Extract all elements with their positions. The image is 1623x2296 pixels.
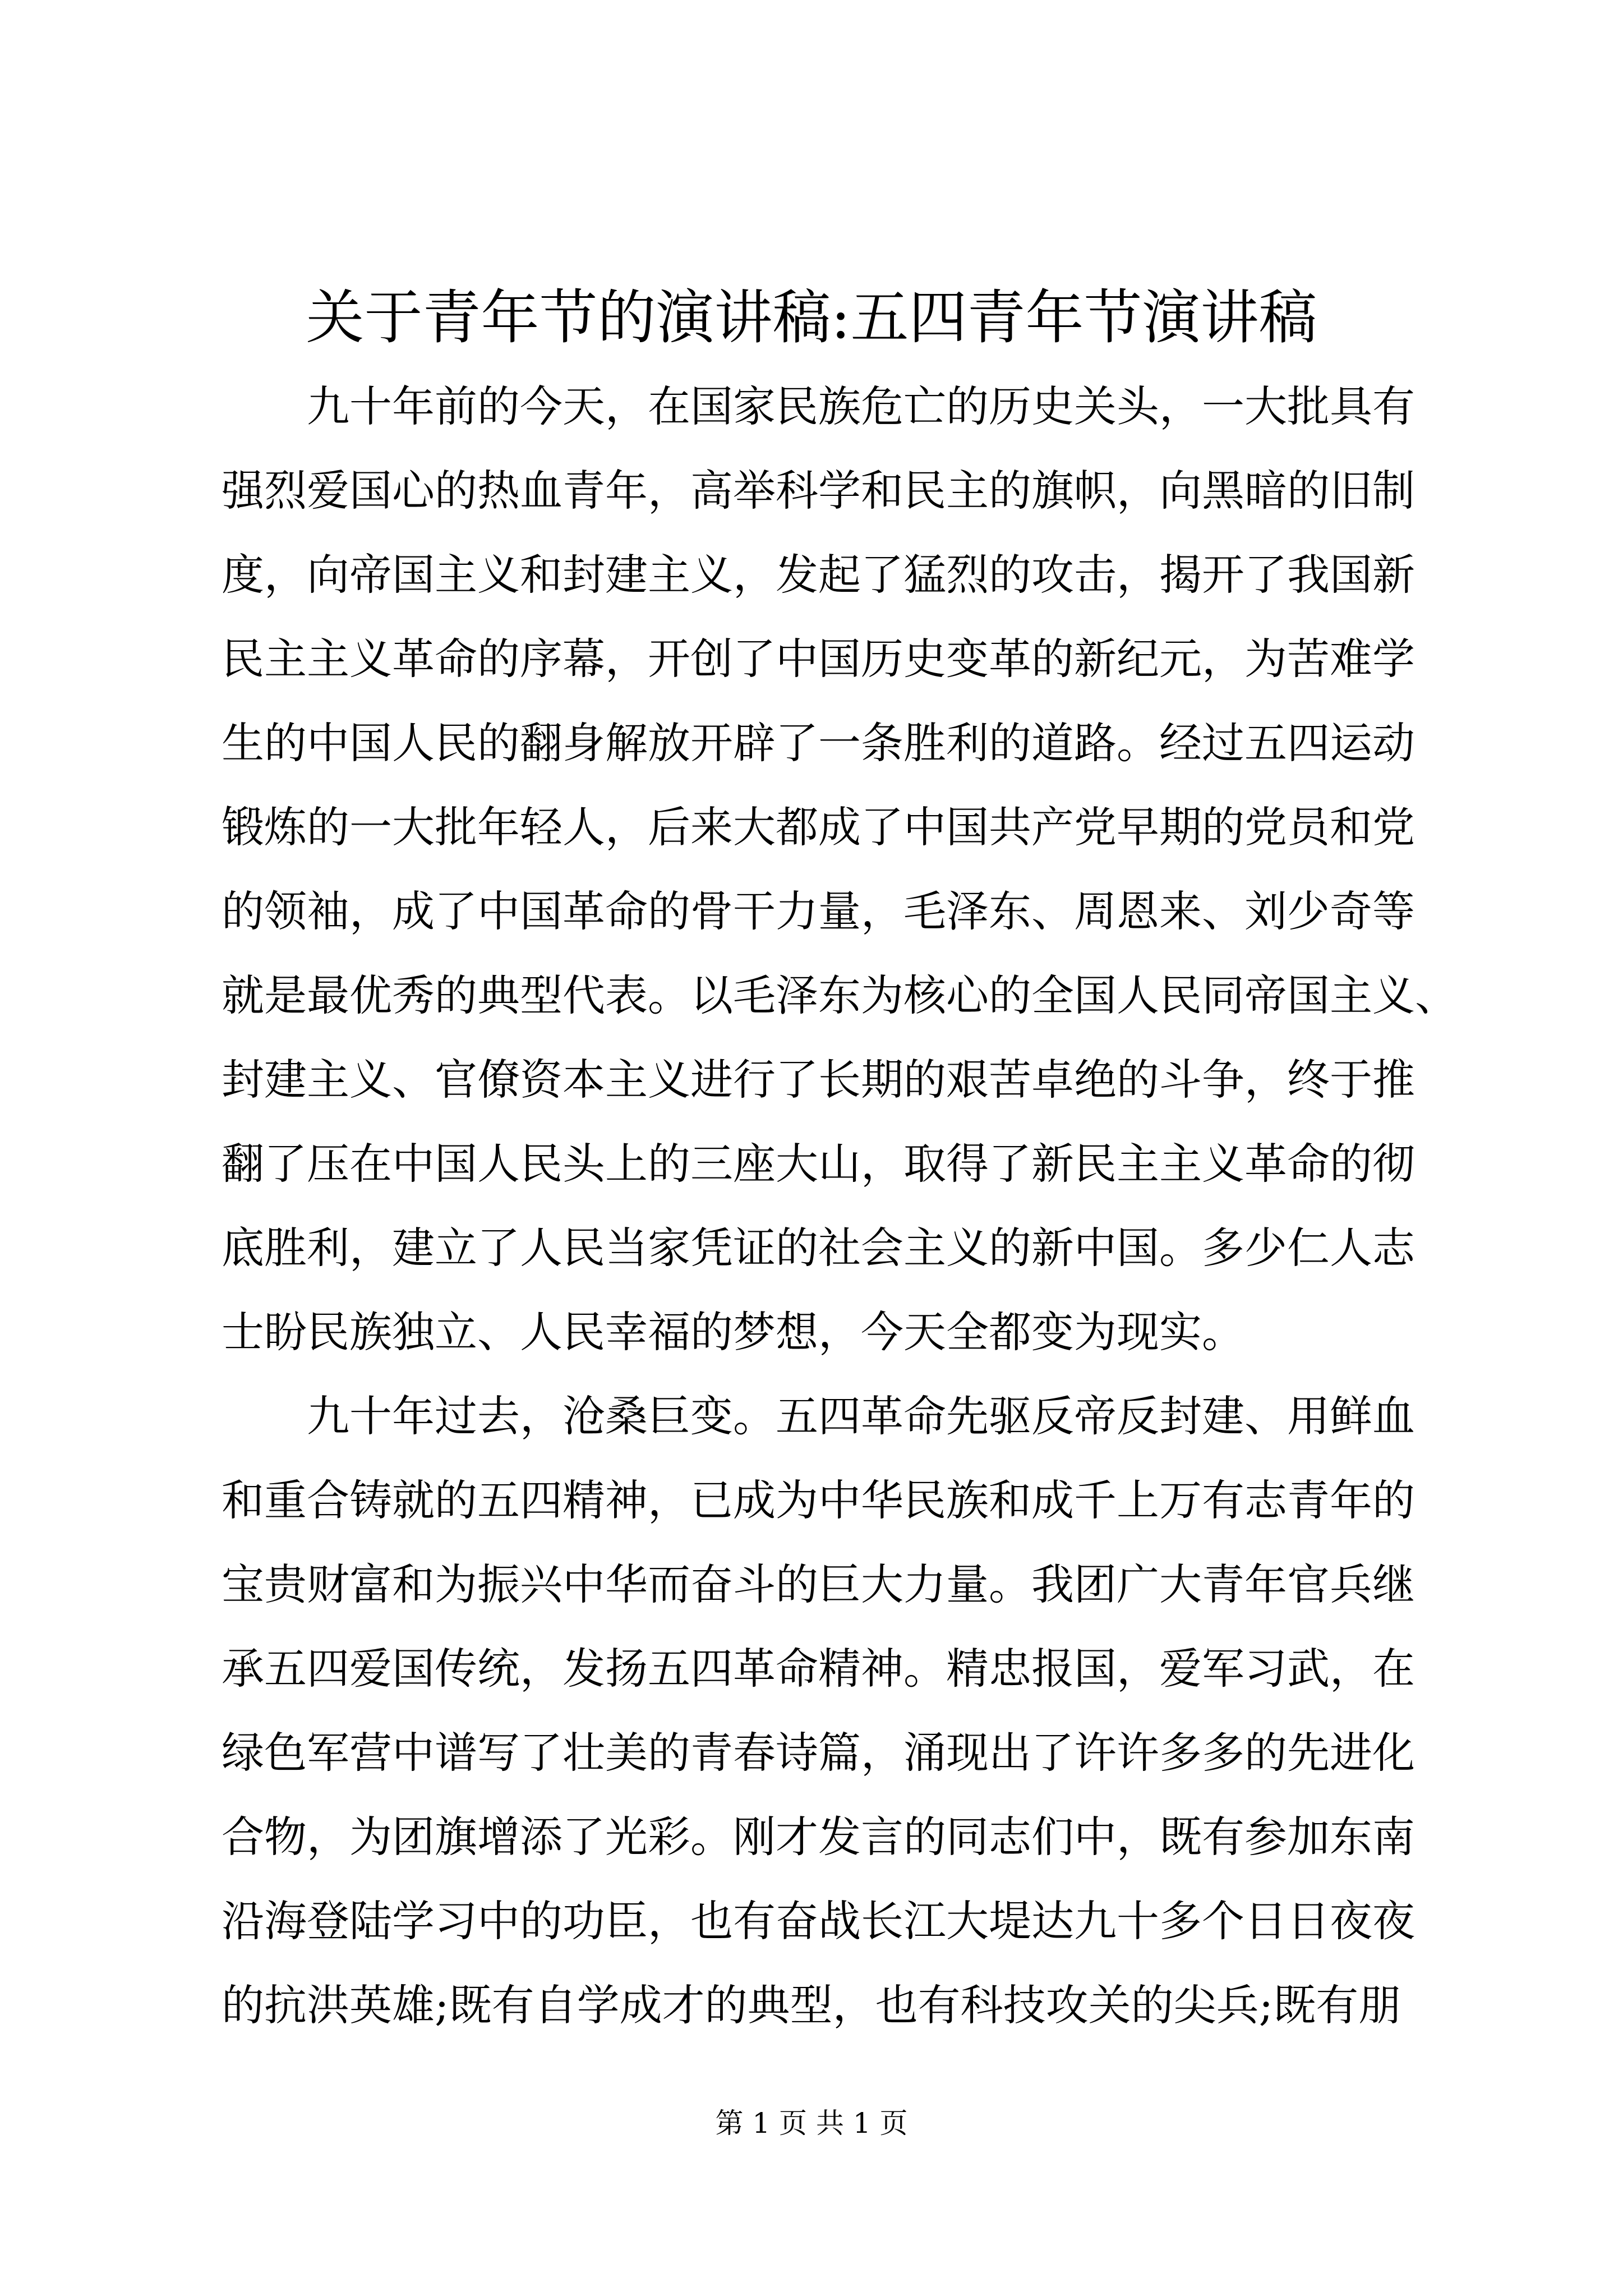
document-title: 关于青年节的演讲稿:五四青年节演讲稿 bbox=[306, 283, 1317, 352]
text-line: 士盼民族独立、人民幸福的梦想，今天全都变为现实。 bbox=[222, 1307, 1244, 1357]
text-line: 封建主义、官僚资本主义进行了长期的艰苦卓绝的斗争，终于推 bbox=[222, 1055, 1415, 1105]
text-line: 绿色军营中谱写了壮美的青春诗篇，涌现出了许许多多的先进化 bbox=[222, 1728, 1415, 1778]
text-line: 生的中国人民的翻身解放开辟了一条胜利的道路。经过五四运动 bbox=[222, 718, 1415, 768]
page-footer: 第 1 页 共 1 页 bbox=[715, 2107, 908, 2139]
text-line: 的领袖，成了中国革命的骨干力量，毛泽东、周恩来、刘少奇等 bbox=[222, 886, 1415, 936]
paragraph-2 bbox=[222, 1374, 1427, 2047]
paragraph-1 bbox=[222, 365, 1458, 1374]
text-line: 度，向帝国主义和封建主义，发起了猛烈的攻击，揭开了我国新 bbox=[222, 550, 1415, 600]
text-line: 和重合铸就的五四精神，已成为中华民族和成千上万有志青年的 bbox=[222, 1475, 1415, 1525]
document-body bbox=[222, 365, 1458, 2047]
text-line: 翻了压在中国人民头上的三座大山，取得了新民主主义革命的彻 bbox=[222, 1139, 1415, 1189]
text-line: 承五四爱国传统，发扬五四革命精神。精忠报国，爱军习武，在 bbox=[222, 1644, 1415, 1694]
text-line: 合物，为团旗增添了光彩。刚才发言的同志们中，既有参加东南 bbox=[222, 1812, 1415, 1862]
text-line: 强烈爱国心的热血青年，高举科学和民主的旗帜，向黑暗的旧制 bbox=[222, 466, 1415, 516]
text-line: 锻炼的一大批年轻人，后来大都成了中国共产党早期的党员和党 bbox=[222, 802, 1415, 852]
text-line: 民主主义革命的序幕，开创了中国历史变革的新纪元，为苦难学 bbox=[222, 634, 1415, 684]
text-line: 就是最优秀的典型代表。以毛泽东为核心的全国人民同帝国主义、 bbox=[222, 970, 1458, 1020]
text-line: 底胜利，建立了人民当家凭证的社会主义的新中国。多少仁人志 bbox=[222, 1223, 1415, 1273]
text-line: 宝贵财富和为振兴中华而奋斗的巨大力量。我团广大青年官兵继 bbox=[222, 1559, 1415, 1609]
text-line: 的抗洪英雄;既有自学成才的典型，也有科技攻关的尖兵;既有朋 bbox=[222, 1980, 1401, 2030]
text-line: 九十年前的今天，在国家民族危亡的历史关头，一大批具有 bbox=[222, 381, 1415, 431]
text-line: 沿海登陆学习中的功臣，也有奋战长江大堤达九十多个日日夜夜 bbox=[222, 1896, 1415, 1946]
text-line: 九十年过去，沧桑巨变。五四革命先驱反帝反封建、用鲜血 bbox=[222, 1391, 1415, 1441]
